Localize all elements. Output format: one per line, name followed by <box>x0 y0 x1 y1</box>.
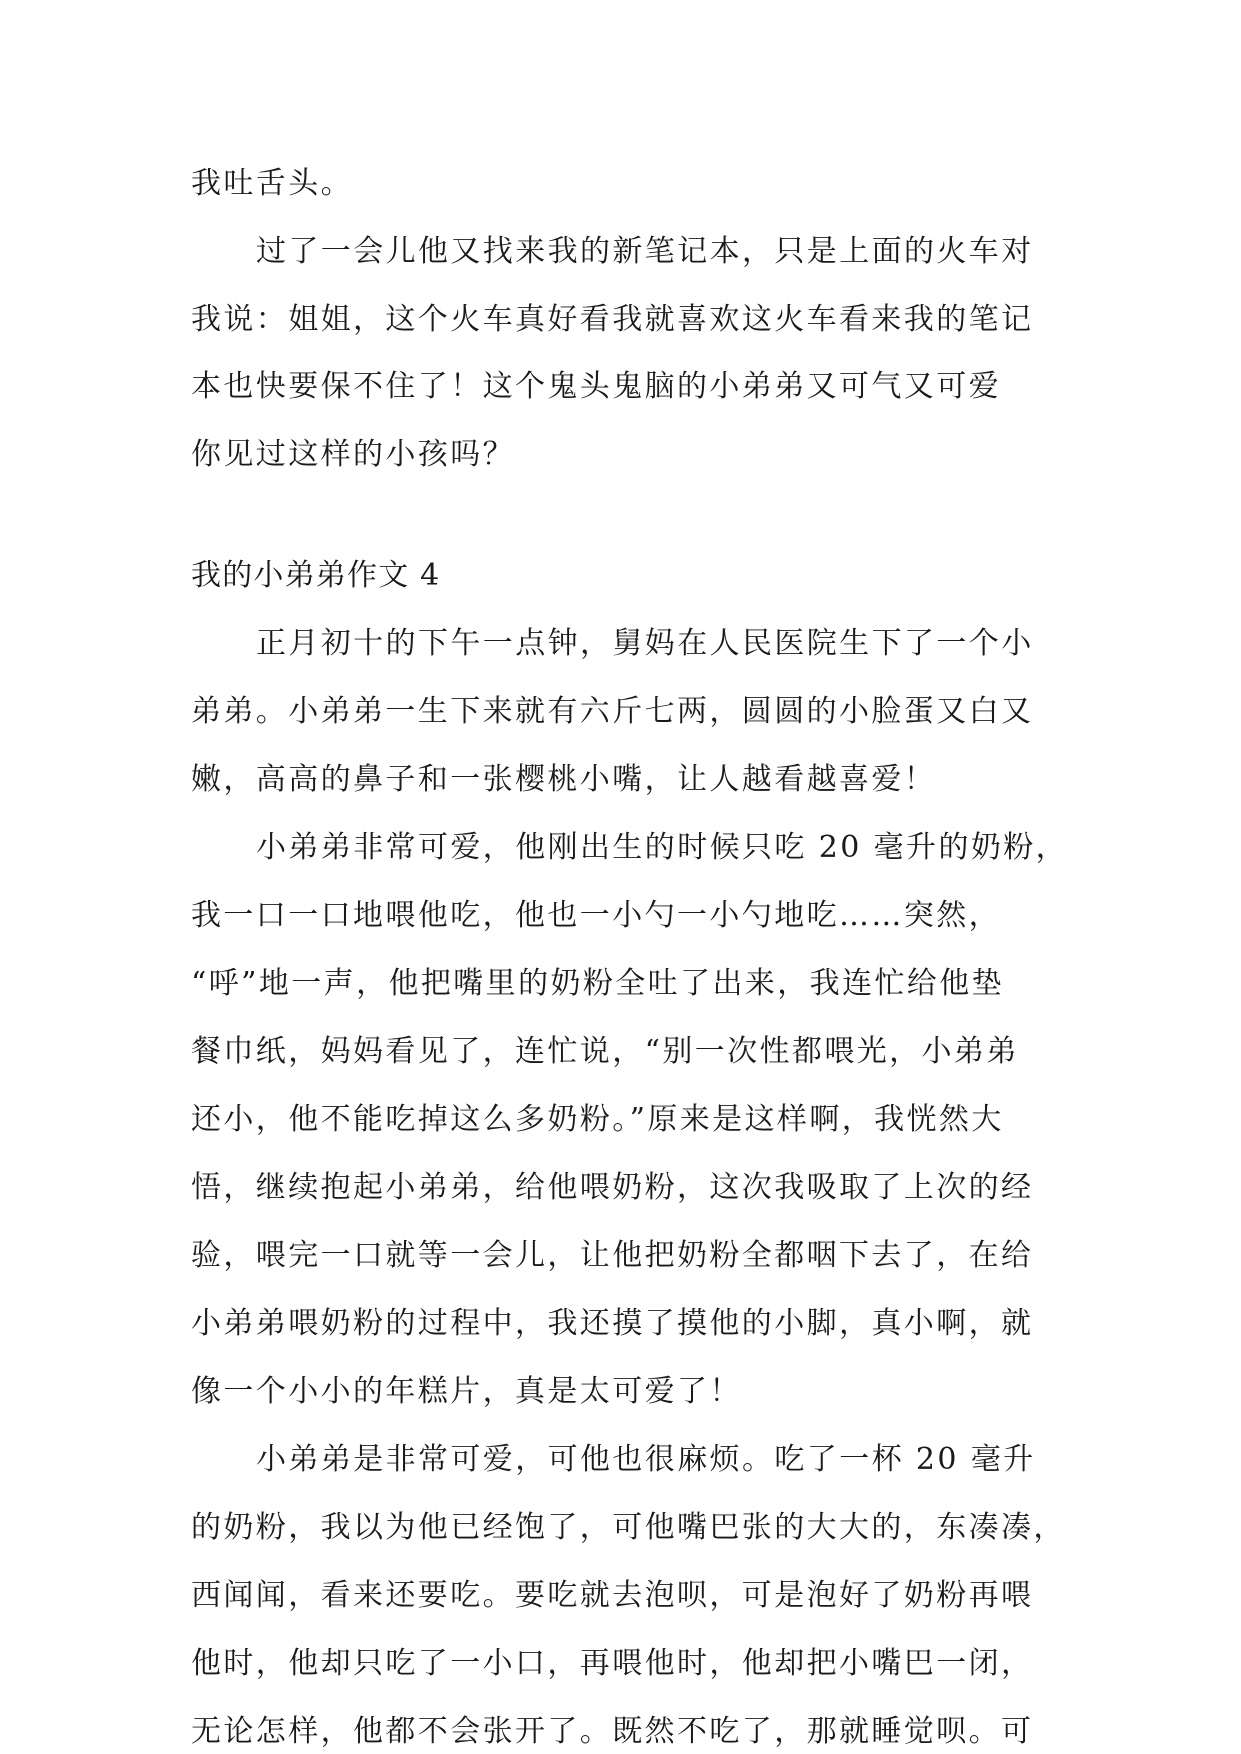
text-line: 你见过这样的小孩吗？ <box>191 437 515 472</box>
text-line: 正月初十的下午一点钟，舅妈在人民医院生下了一个小 <box>256 626 1034 661</box>
text-line: 小弟弟喂奶粉的过程中，我还摸了摸他的小脚，真小啊，就 <box>191 1306 1034 1341</box>
text-line: 的奶粉，我以为他已经饱了，可他嘴巴张的大大的，东凑凑， <box>191 1510 1066 1545</box>
text-line: 还小，他不能吃掉这么多奶粉。”原来是这样啊，我恍然大 <box>191 1102 1004 1137</box>
text-line: 我说：姐姐，这个火车真好看我就喜欢这火车看来我的笔记 <box>191 302 1034 337</box>
text-line: 他时，他却只吃了一小口，再喂他时，他却把小嘴巴一闭， <box>191 1646 1034 1681</box>
text-line: 无论怎样，他都不会张开了。既然不吃了，那就睡觉呗。可 <box>191 1714 1034 1749</box>
text-line: 嫩，高高的鼻子和一张樱桃小嘴，让人越看越喜爱！ <box>191 762 937 797</box>
text-line: 小弟弟非常可爱，他刚出生的时候只吃 20 毫升的奶粉， <box>256 830 1069 865</box>
section-heading: 我的小弟弟作文 4 <box>191 558 441 593</box>
text-line: 西闻闻，看来还要吃。要吃就去泡呗，可是泡好了奶粉再喂 <box>191 1578 1034 1613</box>
text-line: 餐巾纸，妈妈看见了，连忙说，“别一次性都喂光，小弟弟 <box>191 1034 1019 1069</box>
text-line: 验，喂完一口就等一会儿，让他把奶粉全都咽下去了，在给 <box>191 1238 1034 1273</box>
text-line: 我吐舌头。 <box>191 166 353 201</box>
text-line: “呼”地一声，他把嘴里的奶粉全吐了出来，我连忙给他垫 <box>191 966 1005 1001</box>
text-line: 小弟弟是非常可爱，可他也很麻烦。吃了一杯 20 毫升 <box>256 1442 1036 1477</box>
text-line: 像一个小小的年糕片，真是太可爱了！ <box>191 1374 742 1409</box>
text-line: 过了一会儿他又找来我的新笔记本，只是上面的火车对 <box>256 234 1034 269</box>
text-line: 悟，继续抱起小弟弟，给他喂奶粉，这次我吸取了上次的经 <box>191 1170 1034 1205</box>
text-line: 本也快要保不住了！这个鬼头鬼脑的小弟弟又可气又可爱 <box>191 369 1001 404</box>
text-line: 我一口一口地喂他吃，他也一小勺一小勺地吃……突然， <box>191 898 1001 933</box>
text-line: 弟弟。小弟弟一生下来就有六斤七两，圆圆的小脸蛋又白又 <box>191 694 1034 729</box>
